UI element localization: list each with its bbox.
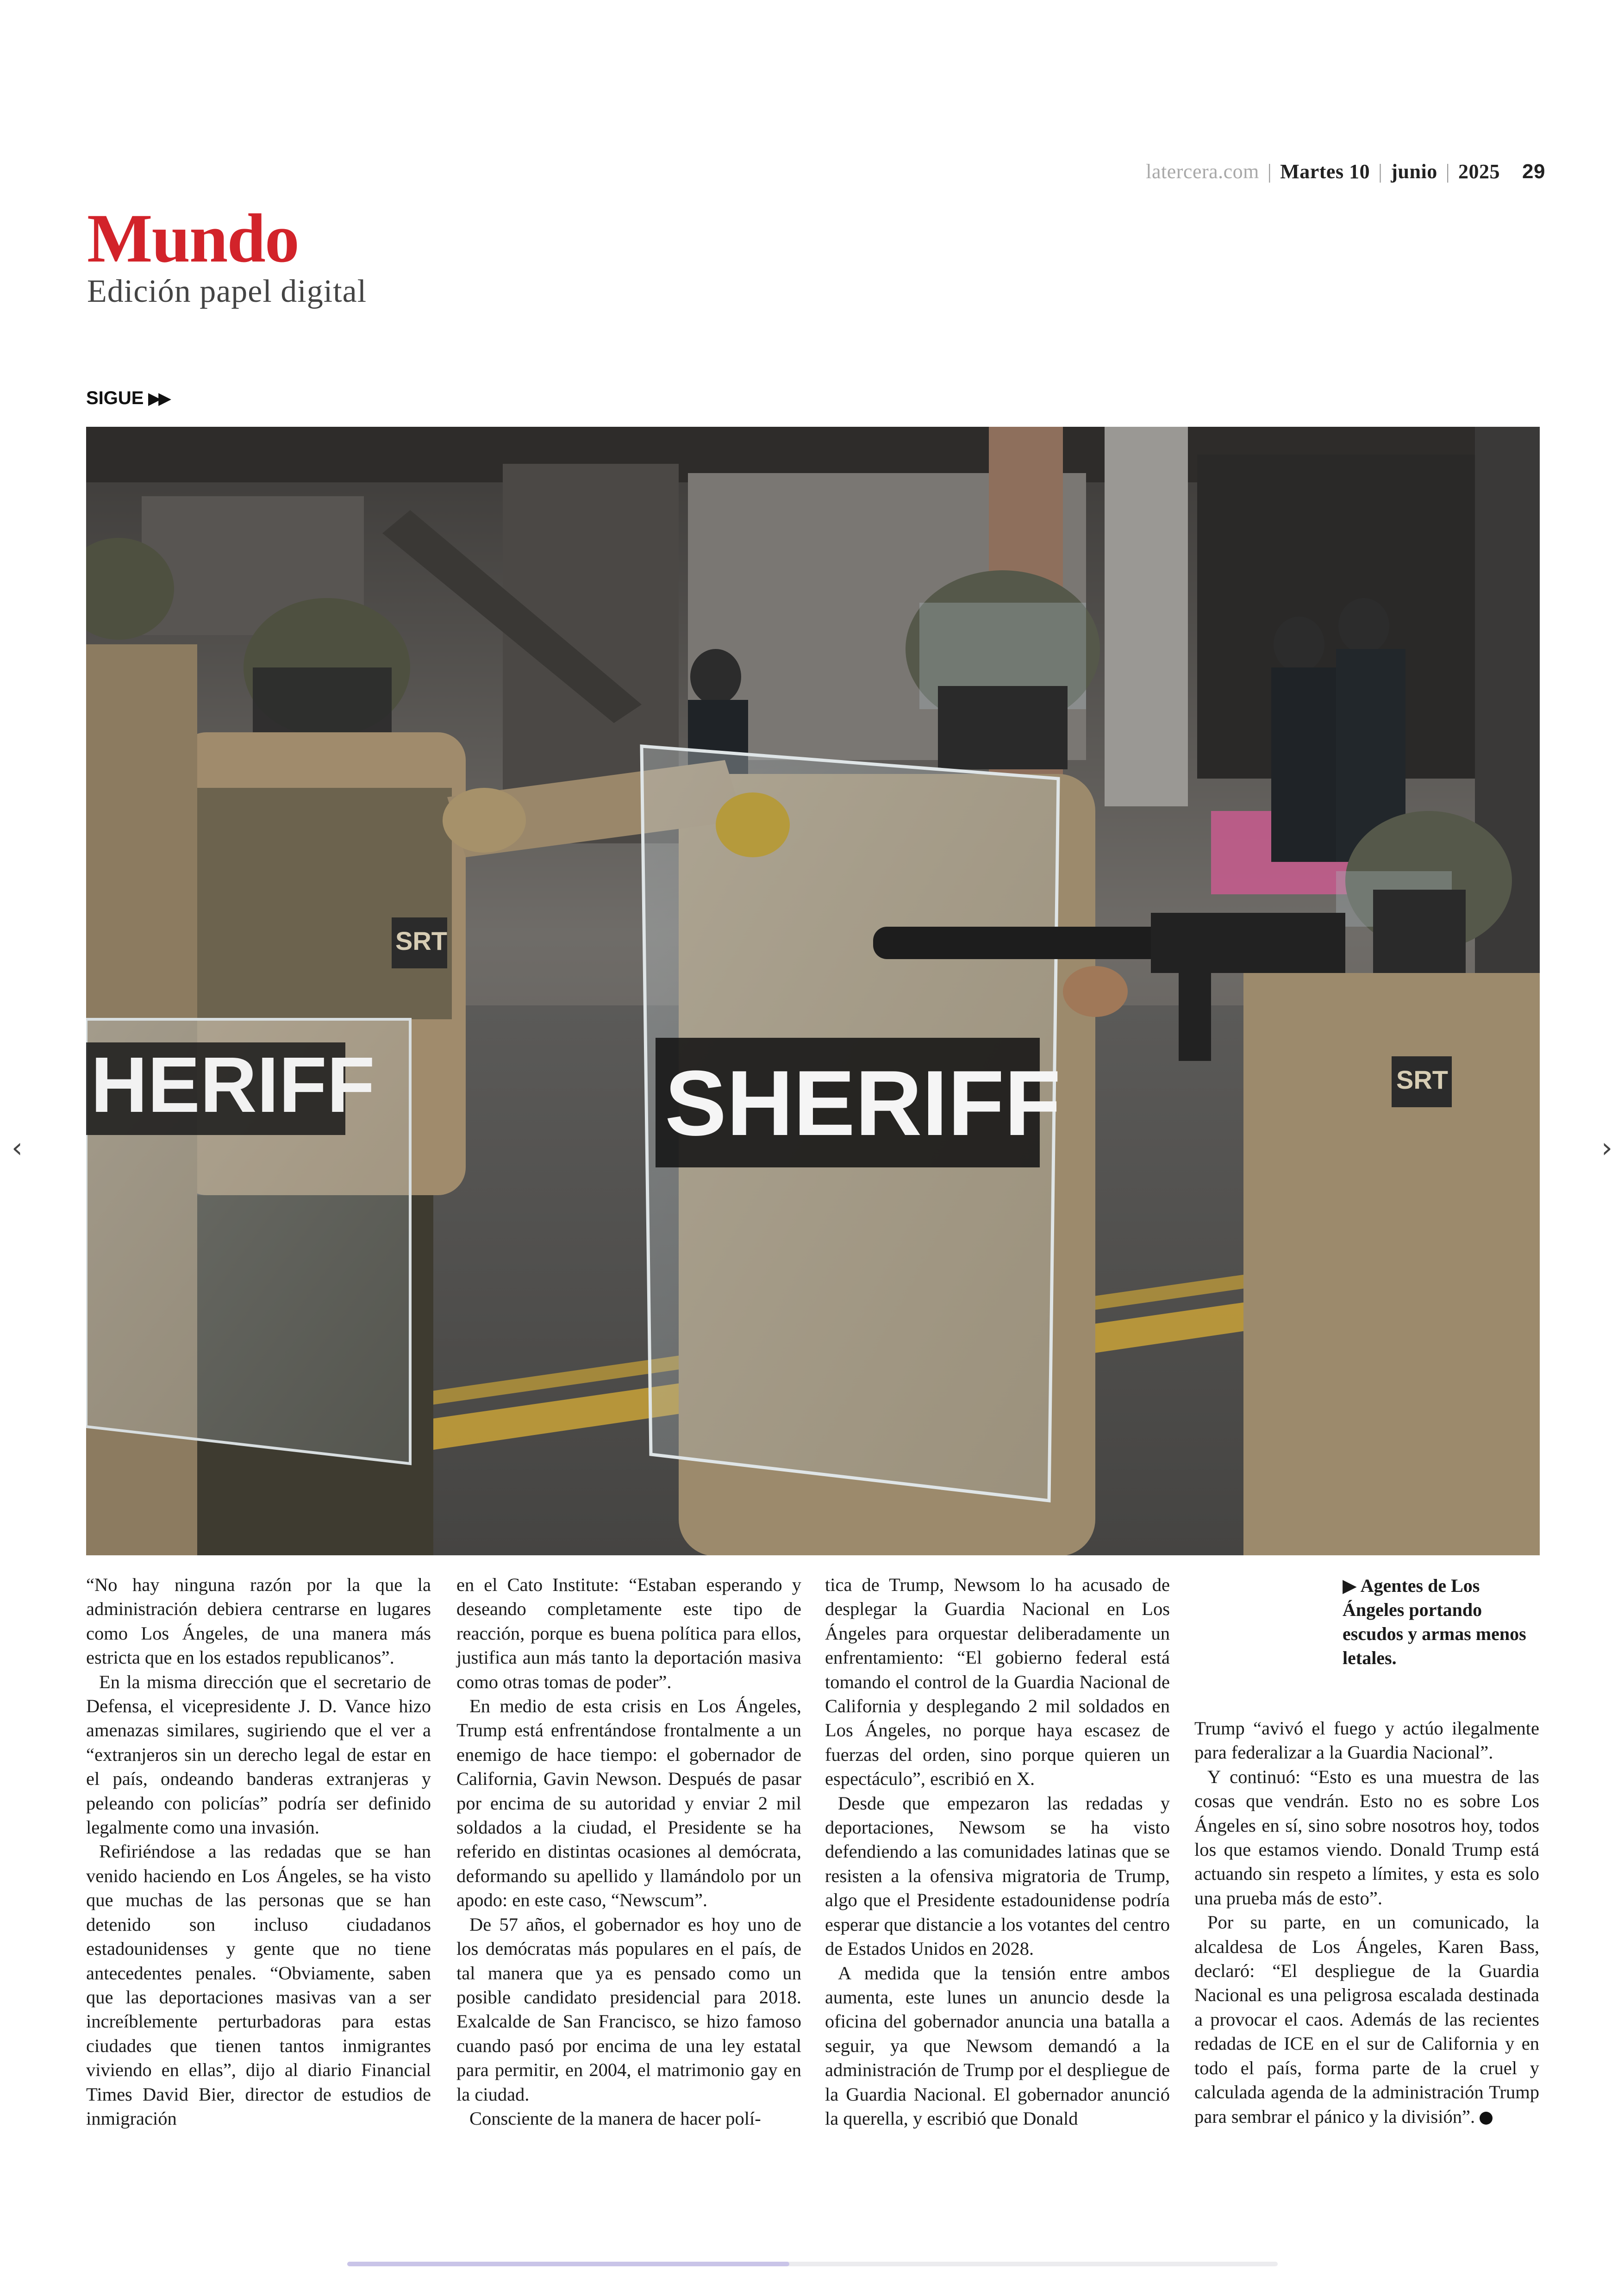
caption-arrow-icon: ▶ bbox=[1343, 1575, 1357, 1596]
paragraph: De 57 años, el gobernador es hoy uno de los demócratas más populares en el país, de tal manera que ya es pensado como un posible candidato presidencial para 2018. Exalcalde de San Francisco, se hizo famoso cuando pasó por encima de una ley estatal para permitir, en 2004, el matrimonio gay en la ciudad. bbox=[456, 1914, 801, 2105]
paragraph: Consciente de la manera de hacer polí- bbox=[469, 2108, 761, 2129]
caption-text: Agentes de Los Ángeles portando escudos y armas menos letales. bbox=[1343, 1575, 1526, 1668]
date-year: 2025 bbox=[1458, 160, 1500, 183]
next-page-arrow-icon[interactable]: › bbox=[1601, 1132, 1612, 1164]
paragraph: en el Cato Institute: “Estaban esperando y deseando completamente este tipo de reacción, porque es buena política para ellos, justifica aun más tanto la deportación masiva como otras tomas de poder”. bbox=[456, 1574, 801, 1692]
article-column-4 bbox=[1194, 1716, 1539, 2129]
section-title: Mundo bbox=[87, 200, 299, 277]
scrollbar-thumb[interactable] bbox=[347, 2262, 789, 2266]
paragraph: tica de Trump, Newsom lo ha acusado de desplegar la Guardia Nacional en Los Ángeles para orquestar deliberadamente un enfrentamiento: “El gobierno federal está tomando el control de la Guardia Nacional de California y desplegando 2 mil soldados en Los Ángeles, no porque haya escasez de fuerzas del orden, sino porque quieren un espectáculo”, escribió en X. bbox=[825, 1574, 1170, 1790]
site-name[interactable]: latercera.com bbox=[1146, 160, 1259, 183]
date-month: junio bbox=[1391, 160, 1437, 183]
end-mark-icon bbox=[1480, 2112, 1493, 2125]
patch-right-text: SRT bbox=[1396, 1065, 1448, 1094]
page-header-line bbox=[1146, 160, 1545, 183]
edition-subtitle: Edición papel digital bbox=[87, 274, 367, 309]
paragraph: Refiriéndose a las redadas que se han venido haciendo en Los Ángeles, se ha visto que muchas de las personas que se han detenido son incluso ciudadanos estadounidenses y gente que no tiene antecedentes penales. “Obviamente, saben que las deportaciones masivas van a ser increíblemente perturbadoras para estas ciudades que tienen tantos inmigrantes viviendo en ellas”, dijo al diario Financial Times David Bier, director de estudios de inmigración bbox=[86, 1841, 431, 2129]
separator: | bbox=[1378, 160, 1383, 183]
separator: | bbox=[1445, 160, 1450, 183]
paragraph-last bbox=[1194, 1910, 1539, 2129]
paragraph: “No hay ninguna razón por la que la administración debiera centrarse en lugares como Los Ángeles, de una manera más estricta que en los estados republicanos”. bbox=[86, 1574, 431, 1668]
article-column-2 bbox=[456, 1573, 801, 2131]
shield-left-text: HERIFF bbox=[91, 1041, 375, 1129]
paragraph: Trump “avivó el fuego y actúo ilegalmente para federalizar a la Guardia Nacional”. bbox=[1194, 1718, 1539, 1763]
paragraph: Desde que empezaron las redadas y deportaciones, Newsom se ha visto defendiendo a las comunidades latinas que se resisten a la ofensiva migratoria de Trump, algo que el Presidente estadounidense podría esperar que distancie a los votantes del centro de Estados Unidos en 2028. bbox=[825, 1792, 1170, 1959]
riot-police-illustration bbox=[86, 427, 1540, 1555]
date-day: Martes 10 bbox=[1280, 160, 1370, 183]
continues-label bbox=[86, 388, 169, 409]
paragraph-text: Por su parte, en un comunicado, la alcaldesa de Los Ángeles, Karen Bass, declaró: “El despliegue de la Guardia Nacional es una peligrosa escalada destinada a provocar el caos. Además de las recientes redadas de ICE en el sur de California y en todo el país, forma parte de la cruel y calculada agenda de la administración Trump para sembrar el pánico y la división”. bbox=[1194, 1912, 1539, 2127]
separator: | bbox=[1267, 160, 1272, 183]
article-column-1 bbox=[86, 1573, 431, 2131]
paragraph: Y continuó: “Esto es una muestra de las cosas que vendrán. Esto no es sobre Los Ángeles en sí, sino sobre nosotros hoy, todos los que estamos viendo. Donald Trump está actuando sin respeto a límites, y esta es solo una prueba más de esto”. bbox=[1194, 1766, 1539, 1908]
article-column-3 bbox=[825, 1573, 1170, 2131]
photo-caption bbox=[1343, 1574, 1542, 1670]
paragraph: En medio de esta crisis en Los Ángeles, Trump está enfrentándose frontalmente a un enemigo de hace tiempo: el gobernador de California, Gavin Newson. Después de pasar por encima de su autoridad y enviar 2 mil soldados a la ciudad, el Presidente se ha referido en distintas ocasiones al demócrata, deformando su apellido y llamándolo por un apodo: en este caso, “Newscum”. bbox=[456, 1696, 801, 1911]
sigue-text: SIGUE bbox=[86, 388, 144, 408]
paragraph: A medida que la tensión entre ambos aumenta, este lunes un anuncio desde la oficina del gobernador anuncia una batalla a seguir, ya que Newsom demandó a la administración de Trump por el despliegue de la Guardia Nacional. El gobernador anunció la querella, y escribió que Donald bbox=[825, 1962, 1170, 2129]
prev-page-arrow-icon[interactable]: ‹ bbox=[12, 1132, 23, 1164]
page-number: 29 bbox=[1522, 160, 1545, 183]
news-photo bbox=[86, 427, 1540, 1555]
shield-center-text: SHERIFF bbox=[665, 1052, 1061, 1155]
paragraph: En la misma dirección que el secretario de Defensa, el vicepresidente J. D. Vance hizo amenazas similares, sugiriendo que el ver a “extranjeros sin un derecho legal de estar en el país, ondeando banderas extranjeras y peleando con policías” podría ser definido legalmente como una invasión. bbox=[86, 1671, 431, 1838]
double-arrow-icon: ▶▶ bbox=[148, 389, 169, 407]
horizontal-scrollbar[interactable] bbox=[347, 2262, 1278, 2266]
patch-left-text: SRT bbox=[395, 926, 447, 955]
